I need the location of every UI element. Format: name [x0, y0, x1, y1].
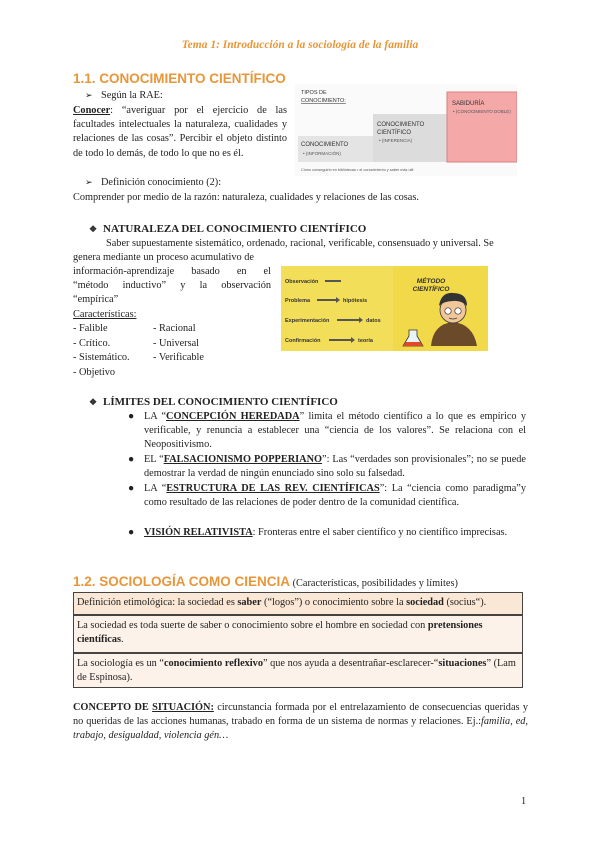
method-row-4-right: teoría	[358, 338, 373, 344]
section-1-2-heading: 1.2. SOCIOLOGÍA COMO CIENCIA	[73, 574, 291, 589]
document-title: Tema 1: Introducción a la sociología de la familia	[181, 39, 419, 51]
method-row-2-left: Problema	[285, 298, 311, 304]
limites-heading: LÍMITES DEL CONOCIMIENTO CIENTÍFICO	[103, 396, 338, 408]
box3-text: ” que nos ayuda a desentrañar-esclarecer-“	[262, 658, 439, 669]
method-row-1: Observación	[285, 279, 319, 285]
limite-text: ”: La “ciencia como paradigma”y como resultado de las relaciones de poder dentro de la comunidad científica.	[144, 483, 526, 509]
step-3-name: SABIDURÍA	[452, 101, 485, 107]
step-2-name-a: CONOCIMIENTO	[377, 122, 425, 128]
box1-text: Definición etimológica: la sociedad es	[77, 597, 238, 608]
naturaleza-heading-line	[89, 222, 366, 237]
limites-list	[128, 410, 526, 560]
box1-text: (“logos”) o conocimiento sobre la	[261, 597, 407, 608]
naturaleza-para-3: información-aprendizaje basado en el	[73, 266, 271, 277]
characteristics-list	[73, 322, 233, 380]
situacion-text: circunstancia formada por el entrelazamiento de consecuencias queridas y no queridas de las acciones humanas, trabado en forma de un sistema de normas y relaciones. Ej.:	[73, 702, 528, 728]
naturaleza-para-5: “empírica”	[73, 294, 119, 305]
method-row-4-left: Confirmación	[285, 338, 321, 344]
limite-item	[128, 482, 526, 510]
limite-term: ESTRUCTURA DE LAS REV. CIENTÍFICAS	[166, 483, 380, 494]
step-2-sub: • (INFERENCIA)	[379, 138, 413, 143]
limite-pre: LA “	[144, 411, 167, 422]
conocer-definition	[73, 104, 287, 161]
method-title-2: CIENTÍFICO	[412, 286, 450, 293]
method-row-2-right: hipótesis	[343, 298, 368, 304]
limite-term: FALSACIONISMO POPPERIANO	[163, 454, 323, 465]
box1-bold: saber	[237, 597, 262, 608]
conocer-term: Conocer	[73, 105, 111, 116]
box3-text: ” (Lam de Espinosa).	[77, 658, 516, 684]
limite-term: CONCEPCIÓN HEREDADA	[166, 411, 300, 422]
rae-label-line	[85, 89, 163, 103]
scientific-method-diagram	[281, 266, 488, 351]
limite-pre: LA “	[144, 483, 167, 494]
limite-text: ” limita el método científico a lo que es empírico y verificable, y renuncia a establecer una “ciencia de los valores”. Se relaciona con el Neopositivismo.	[144, 411, 526, 451]
page-number: 1	[521, 796, 527, 807]
method-row-3-left: Experimentación	[285, 318, 330, 324]
step-2-name-b: CIENTÍFICO	[377, 130, 411, 136]
definition-box-etymology	[73, 592, 523, 615]
box3-bold: situaciones	[438, 658, 487, 669]
limite-item	[128, 453, 526, 481]
bullet-dot-icon: ●	[128, 527, 135, 538]
bullet-dot-icon: ●	[128, 483, 135, 494]
box1-bold: sociedad	[406, 597, 444, 608]
types-title-2: CONOCIMIENTO:	[301, 98, 346, 104]
characteristics-row	[73, 322, 233, 337]
def2-label: Definición conocimiento (2):	[101, 177, 222, 188]
bullet-dot-icon: ●	[128, 454, 135, 465]
def2-text: Comprender por medio de la razón: naturaleza, cualidades y relaciones de las cosas.	[73, 192, 419, 203]
section-1-2-note: (Características, posibilidades y límites)	[292, 578, 458, 589]
limite-pre: EL “	[144, 454, 164, 465]
naturaleza-heading: NATURALEZA DEL CONOCIMIENTO CIENTÍFICO	[103, 223, 367, 235]
characteristics-row	[73, 351, 233, 366]
characteristics-label: Características:	[73, 309, 137, 320]
situacion-term-b: SITUACIÓN:	[152, 702, 214, 713]
limite-text: : Fronteras entre el saber científico y no científico imprecisas.	[252, 527, 508, 538]
definition-box-society	[73, 615, 523, 653]
box1-text: (socius“).	[443, 597, 487, 608]
naturaleza-para-4: “método inductivo” y la observación	[73, 280, 271, 291]
method-row-3-right: datos	[366, 318, 381, 324]
limite-item	[128, 526, 526, 540]
step-conocimiento	[298, 136, 376, 162]
def2-label-line	[85, 176, 221, 190]
arrow-bullet-icon: ➢	[85, 177, 93, 187]
characteristic-item: - Crítico.	[73, 337, 111, 349]
section-1-2-heading-line	[73, 573, 458, 592]
limite-item	[128, 410, 526, 453]
characteristic-item: - Objetivo	[73, 366, 116, 378]
limite-term: VISIÓN RELATIVISTA	[144, 527, 253, 538]
box3-bold: conocimiento reflexivo	[163, 658, 263, 669]
characteristic-item: - Universal	[153, 337, 200, 349]
bullet-dot-icon: ●	[128, 411, 135, 422]
situacion-concept	[73, 701, 528, 744]
conocer-text: : “averiguar por el ejercicio de las facultades intelectuales la naturaleza, cualidades y relaciones de las cosas”. Percibir el objeto distinto de todo lo demás, de todo lo que no es él.	[73, 105, 287, 159]
types-title-1: TIPOS DE	[301, 90, 327, 96]
characteristics-row	[73, 337, 233, 352]
knowledge-types-figure	[295, 84, 517, 176]
box2-bold: pretensiones científicas	[77, 620, 483, 646]
step-1-sub: • (INFORMACIÓN)	[303, 151, 341, 156]
box2-text: La sociedad es toda suerte de saber o conocimiento sobre el hombre en sociedad con	[77, 620, 428, 631]
section-1-1-heading: 1.1. CONOCIMIENTO CIENTÍFICO	[73, 71, 286, 86]
method-title-1: MÉTODO	[416, 278, 446, 285]
step-1-name: CONOCIMIENTO	[301, 142, 349, 148]
arrow-bullet-icon: ➢	[85, 90, 93, 100]
diamond-bullet-icon: ❖	[89, 397, 98, 407]
naturaleza-para-1: Saber supuestamente sistemático, ordenado, racional, verificable, consensuado y universal. Se	[106, 238, 494, 249]
box2-text: .	[121, 634, 124, 646]
box3-text: La sociología es un “	[77, 658, 164, 669]
situacion-term-a: CONCEPTO DE	[73, 702, 153, 713]
limites-heading-line	[89, 395, 338, 410]
knowledge-types-diagram	[295, 84, 517, 176]
types-footer: Cómo conseguirlo en bibliotecas • el conocimiento y saber más útil	[301, 168, 414, 172]
definition-box-reflexive	[73, 653, 523, 688]
characteristics-row	[73, 366, 233, 381]
characteristic-item: - Sistemático.	[73, 352, 130, 363]
limite-text: ”: Las “verdades son provisionales”; no se puede demostrar la verdad de ningún enunciado sino solo su falsedad.	[144, 454, 526, 480]
step-3-sub: • (CONOCIMIENTO DOBLE)	[453, 109, 511, 114]
naturaleza-para-2: genera mediante un proceso acumulativo de	[73, 252, 254, 263]
characteristic-item: - Racional	[153, 323, 196, 334]
rae-label: Según la RAE:	[101, 90, 163, 101]
characteristic-item: - Verificable	[153, 352, 204, 363]
characteristic-item: - Falible	[73, 323, 108, 334]
situacion-examples: familia, ed, trabajo, desigualdad, violencia gén…	[73, 716, 528, 742]
diamond-bullet-icon: ❖	[89, 224, 98, 234]
scientific-method-figure	[281, 266, 488, 351]
